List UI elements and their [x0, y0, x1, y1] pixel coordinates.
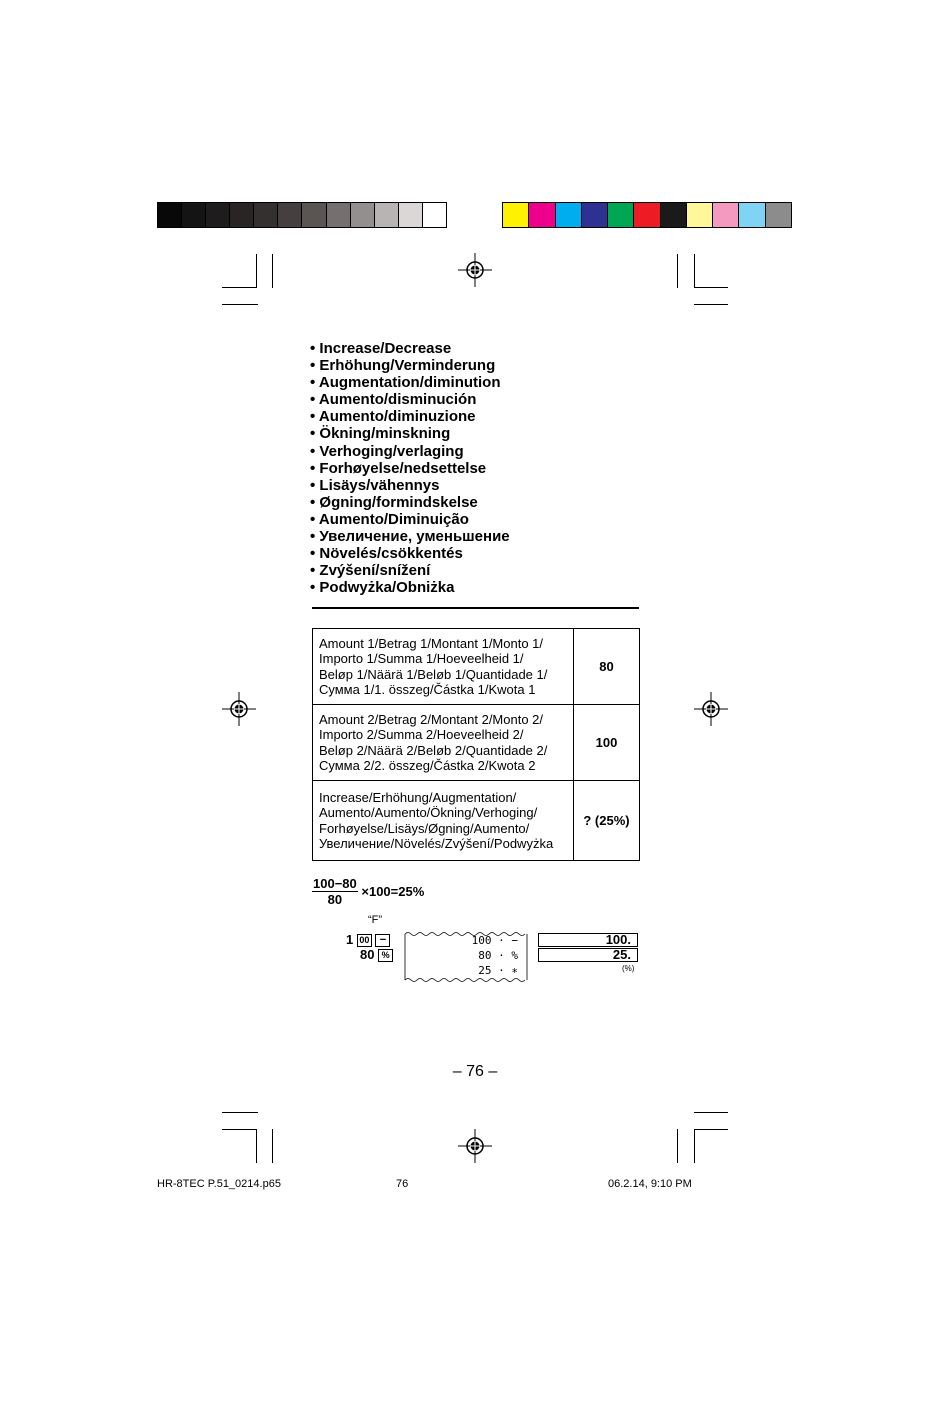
heading: • Увеличение, уменьшение: [310, 528, 510, 546]
heading: • Podwyżka/Obniżka: [310, 579, 455, 597]
color-swatch: [182, 203, 206, 227]
formula: [312, 876, 424, 907]
crop-mark: [694, 254, 695, 288]
color-swatch: [399, 203, 423, 227]
registration-mark-icon: [222, 692, 256, 726]
color-swatch: [503, 203, 529, 227]
color-swatch: [608, 203, 634, 227]
key-sequence-row: [360, 947, 393, 962]
display-value: 100.: [538, 933, 638, 947]
registration-mark-icon: [694, 692, 728, 726]
minus-key-icon: −: [375, 934, 390, 947]
row-value: 100: [574, 705, 640, 781]
color-swatch: [634, 203, 660, 227]
percent-key-icon: %: [378, 949, 393, 962]
crop-mark: [694, 304, 728, 305]
heading: • Ökning/minskning: [310, 425, 451, 443]
tape-line: 100 · −: [471, 934, 518, 947]
key-sequence-row: [346, 932, 390, 947]
color-swatch: [230, 203, 254, 227]
footer-date: 06.2.14, 9:10 PM: [608, 1178, 692, 1190]
double-zero-key: 00: [357, 934, 372, 947]
amounts-table: [312, 628, 640, 861]
section-divider: [312, 607, 639, 609]
heading: • Erhöhung/Verminderung: [310, 357, 496, 375]
crop-mark: [256, 254, 257, 288]
display-value: 25.: [538, 948, 638, 962]
heading: • Forhøyelse/nedsettelse: [310, 459, 487, 477]
crop-mark: [694, 1129, 728, 1130]
row-value: 80: [574, 629, 640, 705]
color-swatch: [582, 203, 608, 227]
page-number: – 76 –: [452, 1063, 498, 1080]
heading: • Increase/Decrease: [310, 340, 452, 357]
crop-mark: [222, 1129, 257, 1130]
process-color-swatch-strip: [502, 202, 792, 228]
heading: • Aumento/Diminuição: [310, 510, 469, 528]
color-swatch: [739, 203, 765, 227]
color-swatch: [375, 203, 399, 227]
crop-mark: [256, 1129, 257, 1163]
crop-mark: [677, 254, 678, 288]
table-row: [313, 705, 640, 781]
color-swatch: [529, 203, 555, 227]
color-swatch: [206, 203, 230, 227]
display-note: (%): [622, 964, 635, 973]
heading: • Aumento/disminución: [310, 391, 477, 409]
color-swatch: [351, 203, 375, 227]
footer-filename: HR-8TEC P.51_0214.p65: [157, 1178, 281, 1190]
crop-mark: [272, 1129, 273, 1163]
heading: • Zvýšení/snížení: [310, 562, 431, 580]
formula-denominator: 80: [327, 892, 343, 907]
section-headings: [310, 340, 510, 596]
row-label: Amount 2/Betrag 2/Montant 2/Monto 2/ Importo 2/Summa 2/Hoeveelheid 2/ Beløp 2/Näärä 2/Beløb 2/Quantidade 2/ Сумма 2/2. összeg/Částka 2/Kwota 2: [313, 705, 574, 781]
grayscale-swatch-strip: [157, 202, 447, 228]
heading: • Aumento/diminuzione: [310, 408, 476, 426]
row-label: Amount 1/Betrag 1/Montant 1/Monto 1/ Importo 1/Summa 1/Hoeveelheid 1/ Beløp 1/Näärä 1/Beløb 1/Quantidade 1/ Сумма 1/1. összeg/Částka 1/Kwota 1: [313, 629, 574, 705]
heading: • Verhoging/verlaging: [310, 442, 464, 460]
crop-mark: [272, 254, 273, 288]
row-label: Increase/Erhöhung/Augmentation/ Aumento/Aumento/Ökning/Verhoging/ Forhøyelse/Lisäys/Øgning/Aumento/ Увеличение/Növelés/Zvýšení/Podwyżka: [313, 781, 574, 861]
color-swatch: [713, 203, 739, 227]
mode-label: “F”: [368, 914, 383, 926]
color-swatch: [278, 203, 302, 227]
color-swatch: [556, 203, 582, 227]
color-swatch: [158, 203, 182, 227]
crop-mark: [694, 287, 728, 288]
crop-mark: [222, 1112, 258, 1113]
color-swatch: [327, 203, 351, 227]
crop-mark: [677, 1129, 678, 1163]
entered-value: 1: [346, 932, 354, 947]
color-swatch: [687, 203, 713, 227]
tape-line: 25 · ∗: [478, 964, 518, 977]
formula-result: ×100=25%: [361, 884, 425, 899]
color-swatch: [766, 203, 791, 227]
registration-mark-icon: [458, 1129, 492, 1163]
heading: • Növelés/csökkentés: [310, 545, 463, 563]
color-swatch: [423, 203, 446, 227]
table-row: [313, 781, 640, 861]
tape-line: 80 · %: [478, 949, 518, 962]
formula-numerator: 100−80: [313, 876, 357, 891]
crop-mark: [222, 304, 258, 305]
registration-mark-icon: [458, 253, 492, 287]
heading: • Øgning/formindskelse: [310, 493, 478, 511]
color-swatch: [254, 203, 278, 227]
table-row: [313, 629, 640, 705]
crop-mark: [694, 1129, 695, 1163]
entered-value: 80: [360, 947, 375, 962]
heading: • Lisäys/vähennys: [310, 476, 440, 494]
color-swatch: [302, 203, 326, 227]
crop-mark: [222, 287, 257, 288]
footer-page: 76: [396, 1178, 409, 1190]
heading: • Augmentation/diminution: [310, 374, 501, 392]
crop-mark: [694, 1112, 728, 1113]
color-swatch: [661, 203, 687, 227]
row-value: ? (25%): [574, 781, 640, 861]
